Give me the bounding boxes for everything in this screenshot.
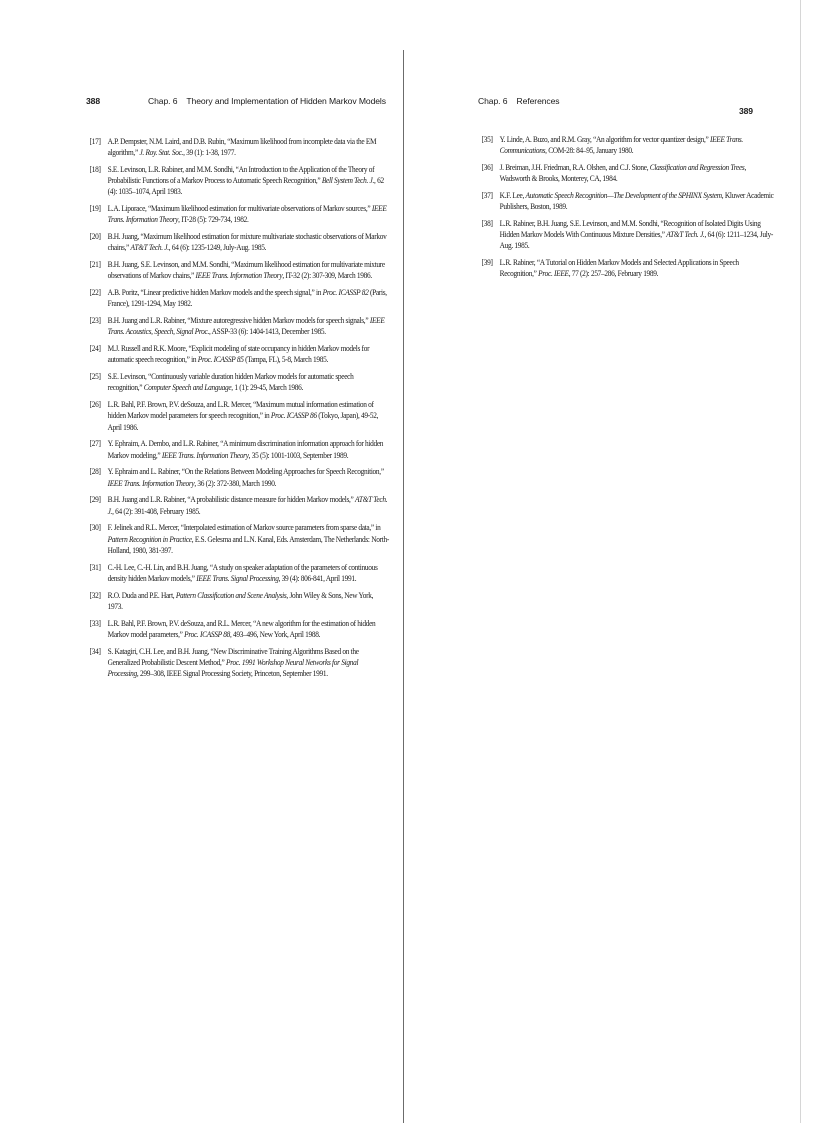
reference-source-title: Pattern Recognition in Practice	[107, 534, 192, 544]
left-running-head	[86, 96, 386, 122]
reference-number: [22]	[89, 288, 101, 298]
reference-source-title: AT&T Tech. J.	[107, 495, 388, 516]
reference-number: [18]	[89, 165, 101, 174]
reference-text: , 64 (2): 391-408, February 1985.	[112, 506, 201, 516]
reference-text: F. Jelinek and R.L. Mercer, “Interpolated estimation of Markov source parameters from sparse data,” in	[107, 523, 381, 533]
reference-text: R.O. Duda and P.E. Hart,	[107, 590, 176, 600]
reference-source-title: Computer Speech and Language	[143, 383, 232, 393]
reference-number: [28]	[89, 467, 101, 477]
reference-number: [21]	[89, 260, 101, 270]
reference-text: L.A. Liporace, “Maximum likelihood estimation for multivariate observations of Markov sources,”	[107, 204, 372, 214]
reference-text: , 493–496, New York, April 1988.	[229, 629, 321, 639]
reference-source-title: Pattern Classification and Scene Analysis	[175, 590, 287, 600]
reference-source-title: IEEE Trans. Information Theory	[107, 478, 195, 488]
right-running-head	[478, 96, 753, 122]
reference-number: [36]	[481, 163, 493, 172]
reference-number: [23]	[89, 316, 101, 326]
reference-source-title: IEEE Trans. Acoustics, Speech, Signal Proc.	[107, 316, 385, 337]
reference-text: , ASSP-33 (6): 1404-1413, December 1985.	[209, 327, 326, 337]
reference-number: [33]	[89, 618, 101, 628]
reference-entry	[478, 218, 774, 252]
reference-number: [30]	[89, 523, 101, 533]
reference-entry	[86, 164, 389, 198]
reference-entry	[86, 315, 389, 337]
reference-text: , E.S. Gelesma and L.N. Kanal, Eds. Amsterdam, The Netherlands: North-Holland, 1980, 381-397.	[107, 534, 389, 555]
reference-text: , Kluwer Academic Publishers, Boston, 1989.	[499, 191, 774, 212]
reference-text: L.R. Bahl, P.F. Brown, P.V. deSouza, and R.L. Mercer, “A new algorithm for the estimation of hidden Markov model parameters,”	[107, 618, 376, 639]
left-reference-list	[86, 136, 389, 679]
reference-text: , COM-28: 84–95, January 1980.	[545, 146, 634, 156]
reference-source-title: Proc. IEEE	[538, 269, 569, 279]
reference-text: (Tokyo, Japan), 49-52, April 1986.	[107, 411, 379, 432]
reference-text: S.E. Levinson, “Continuously variable duration hidden Markov models for automatic speech recognition,”	[107, 372, 354, 393]
reference-entry	[86, 646, 389, 680]
reference-entry	[86, 590, 389, 612]
left-page	[86, 96, 389, 685]
reference-number: [31]	[89, 562, 101, 572]
reference-text: B.H. Juang and L.R. Rabiner, “A probabilistic distance measure for hidden Markov models,”	[107, 495, 356, 505]
reference-entry	[478, 257, 774, 279]
reference-text: , 299–308, IEEE Signal Processing Society, Princeton, September 1991.	[136, 669, 328, 679]
reference-entry	[86, 259, 389, 281]
reference-text: B.H. Juang, “Maximum likelihood estimation for mixture multivariate stochastic observations of Markov chains,”	[107, 232, 387, 253]
reference-text: , 39 (4): 806-841, April 1991.	[278, 573, 357, 583]
reference-entry	[86, 494, 389, 516]
reference-entry	[86, 562, 389, 584]
reference-source-title: J. Roy. Stat. Soc.	[139, 148, 184, 158]
reference-source-title: Automatic Speech Recognition—The Development of the SPHINX System	[525, 191, 722, 200]
reference-entry	[86, 438, 389, 460]
reference-text: C.-H. Lee, C.-H. Lin, and B.H. Juang, “A study on speaker adaptation of the parameters of continuous density hidden Markov models,”	[107, 562, 378, 583]
reference-source-title: AT&T Tech. J.	[666, 230, 705, 240]
reference-number: [25]	[89, 372, 101, 382]
reference-entry	[86, 466, 389, 488]
reference-source-title: Proc. ICASSP 86	[270, 411, 317, 421]
reference-text: (Paris, France), 1291-1294, May 1982.	[107, 288, 387, 309]
reference-text: K.F. Lee,	[499, 191, 526, 200]
reference-source-title: Bell System Tech. J.	[321, 176, 375, 186]
reference-text: A.P. Dempster, N.M. Laird, and D.B. Rubin, “Maximum likelihood from incomplete data via the EM algorithm,”	[107, 137, 377, 158]
reference-number: [26]	[89, 400, 101, 410]
reference-number: [32]	[89, 590, 101, 600]
reference-entry	[86, 231, 389, 253]
reference-entry	[86, 287, 389, 309]
reference-text: , 77 (2): 257–286, February 1989.	[568, 269, 659, 279]
reference-source-title: IEEE Trans. Information Theory	[195, 271, 283, 281]
reference-text: , 35 (5): 1001-1003, September 1989.	[248, 450, 349, 460]
reference-source-title: Classification and Regression Trees	[649, 163, 745, 172]
reference-entry	[86, 203, 389, 225]
reference-number: [17]	[89, 137, 101, 146]
reference-number: [29]	[89, 495, 101, 505]
right-page-number: 389	[738, 106, 753, 116]
reference-text: A.B. Poritz, “Linear predictive hidden Markov models and the speech signal,” in	[107, 288, 323, 298]
reference-text: , IT-32 (2): 307-309, March 1986.	[282, 271, 372, 281]
reference-source-title: IEEE Trans. Information Theory	[107, 204, 387, 225]
right-running-title: Chap. 6 References	[478, 96, 560, 106]
reference-number: [35]	[481, 135, 493, 144]
reference-source-title: Proc. ICASSP 82	[322, 288, 369, 298]
reference-number: [27]	[89, 439, 101, 449]
reference-entry	[478, 134, 774, 156]
reference-text: L.R. Rabiner, B.H. Juang, S.E. Levinson, and M.M. Sondhi, “Recognition of Isolated Digits Using Hidden Markov Models With Continuous Mixture Densities,”	[499, 219, 761, 240]
reference-number: [39]	[481, 258, 493, 268]
reference-text: , IT-28 (5): 729-734, 1982.	[178, 215, 249, 225]
reference-text: Y. Ephraim, A. Dembo, and L.R. Rabiner, “A minimum discrimination information approach for hidden Markov modeling,”	[107, 439, 384, 460]
reference-number: [19]	[89, 204, 101, 214]
right-reference-list	[478, 134, 774, 280]
reference-text: Y. Ephraim and L. Rabiner, “On the Relations Between Modeling Approaches for Speech Recognition,”	[107, 467, 384, 477]
reference-text: (Tampa, FL), 5-8, March 1985.	[243, 355, 328, 365]
reference-entry	[478, 162, 774, 184]
reference-text: B.H. Juang and L.R. Rabiner, “Mixture autoregressive hidden Markov models for speech signals,”	[107, 316, 370, 326]
reference-text: S. Katagiri, C.H. Lee, and B.H. Juang, “New Discriminative Training Algorithms Based on the Generalized Probabilistic Descent Method,”	[107, 646, 359, 667]
reference-text: , 36 (2): 372-380, March 1990.	[194, 478, 277, 488]
reference-text: Y. Linde, A. Buzo, and R.M. Gray, “An algorithm for vector quantizer design,”	[499, 135, 710, 144]
reference-entry	[86, 343, 389, 365]
reference-source-title: Proc. ICASSP 85	[197, 355, 244, 365]
left-page-number: 388	[86, 96, 101, 106]
reference-source-title: IEEE Trans. Information Theory	[161, 450, 249, 460]
reference-entry	[478, 190, 774, 212]
reference-number: [20]	[89, 232, 101, 242]
reference-text: M.J. Russell and R.K. Moore, “Explicit modeling of state occupancy in hidden Markov models for automatic speech recognition,” in	[107, 344, 370, 365]
reference-number: [38]	[481, 219, 493, 228]
reference-text: J. Breiman, J.H. Friedman, R.A. Olshen, and C.J. Stone,	[499, 163, 650, 172]
reference-text: , 39 (1): 1-38, 1977.	[183, 148, 236, 158]
reference-entry	[86, 136, 389, 158]
reference-text: L.R. Bahl, P.F. Brown, P.V. deSouza, and L.R. Mercer, “Maximum mutual information estimation of hidden Markov model parameters for speech recognition,” in	[107, 400, 374, 421]
reference-source-title: AT&T Tech. J.	[130, 243, 169, 253]
reference-text: S.E. Levinson, L.R. Rabiner, and M.M. Sondhi, “An Introduction to the Application of the Theory of Probabilistic Functions of a Markov Process to Automatic Speech Recognition,”	[107, 165, 375, 186]
reference-text: , Wadsworth & Brooks, Monterey, CA, 1984.	[499, 163, 747, 184]
reference-entry	[86, 618, 389, 640]
reference-text: B.H. Juang, S.E. Levinson, and M.M. Sondhi, “Maximum likelihood estimation for multivariate mixture observations of Markov chains,”	[107, 260, 385, 281]
book-spine-fold	[403, 50, 404, 1123]
reference-number: [37]	[481, 191, 493, 200]
reference-source-title: Proc. ICASSP 88	[184, 629, 230, 639]
left-running-title: Chap. 6 Theory and Implementation of Hidden Markov Models	[148, 96, 386, 106]
reference-text: , John Wiley & Sons, New York, 1973.	[107, 590, 374, 611]
reference-source-title: IEEE Trans. Communications	[499, 135, 743, 156]
reference-source-title: Proc. 1991 Workshop Neural Networks for Signal Processing	[107, 657, 359, 679]
reference-entry	[86, 371, 389, 393]
reference-number: [24]	[89, 344, 101, 354]
right-page	[478, 96, 774, 285]
reference-text: , 64 (6): 1211–1234, July-Aug. 1985.	[499, 230, 773, 251]
reference-text: L.R. Rabiner, “A Tutorial on Hidden Markov Models and Selected Applications in Speech Recognition,”	[499, 258, 739, 279]
reference-entry	[86, 399, 389, 433]
reference-text: , 1 (1): 29-45, March 1986.	[231, 383, 304, 393]
reference-number: [34]	[89, 646, 101, 656]
page-edge	[800, 0, 801, 1123]
reference-text: , 62 (4): 1035–1074, April 1983.	[107, 176, 384, 197]
reference-text: , 64 (6): 1235-1249, July-Aug. 1985.	[168, 243, 267, 253]
reference-source-title: IEEE Trans. Signal Processing	[196, 573, 279, 583]
reference-entry	[86, 522, 389, 556]
